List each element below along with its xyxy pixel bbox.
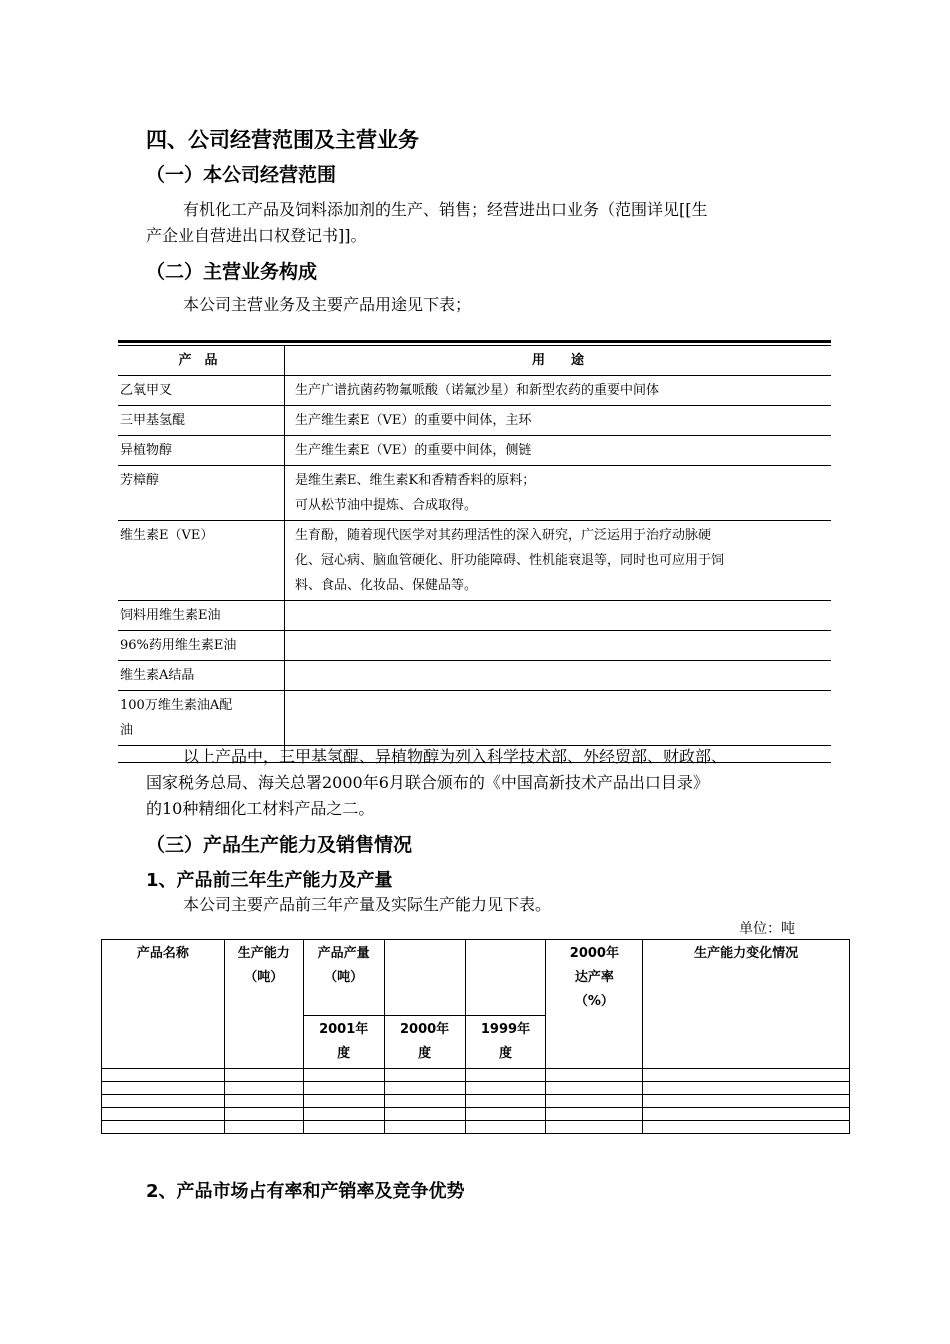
year-cell bbox=[465, 1016, 546, 1069]
year-suffix: 度 bbox=[498, 1046, 512, 1061]
sub2-intro: 本公司主营业务及主要产品用途见下表； bbox=[183, 295, 472, 314]
product-line: 100万维生素油A配 bbox=[120, 698, 233, 713]
header-product-name: 产品名称 bbox=[102, 940, 225, 1069]
cell bbox=[224, 1082, 303, 1095]
cell bbox=[643, 1121, 850, 1134]
cell bbox=[643, 1108, 850, 1121]
cell bbox=[384, 1121, 465, 1134]
cell bbox=[546, 1069, 643, 1082]
year-label: 2000年 bbox=[399, 1022, 450, 1037]
cell bbox=[643, 1082, 850, 1095]
table-row bbox=[118, 661, 831, 691]
cell bbox=[465, 1121, 546, 1134]
header-output-unit: （吨） bbox=[324, 970, 364, 985]
cell bbox=[384, 1108, 465, 1121]
header-rate-line: 达产率 bbox=[574, 970, 614, 985]
item2-heading: 2、产品市场占有率和产销率及竞争优势 bbox=[146, 1181, 465, 1202]
sub1-heading: （一）本公司经营范围 bbox=[146, 164, 337, 186]
use-cell bbox=[285, 691, 832, 746]
unit-label: 单位：吨 bbox=[739, 921, 795, 937]
table-row bbox=[118, 631, 831, 661]
header-output-line: 产品产量 bbox=[317, 946, 370, 961]
product-use-table bbox=[118, 340, 831, 763]
table-row bbox=[118, 601, 831, 631]
sub1-text-line2: 产企业自营进出口权登记书]]。 bbox=[146, 226, 367, 245]
cell bbox=[465, 1082, 546, 1095]
section-title: 四、公司经营范围及主营业务 bbox=[146, 128, 419, 152]
header-capacity-unit: （吨） bbox=[244, 970, 284, 985]
cell bbox=[102, 1108, 225, 1121]
table-row bbox=[118, 466, 831, 521]
use-line: 是维生素E、维生素K和香精香料的原料； bbox=[295, 473, 536, 488]
header-blank bbox=[384, 940, 465, 1016]
capacity-table bbox=[101, 939, 850, 1134]
use-cell bbox=[285, 521, 832, 601]
table-row bbox=[118, 406, 831, 436]
item1-heading: 1、产品前三年生产能力及产量 bbox=[146, 870, 393, 891]
cell bbox=[643, 1069, 850, 1082]
cell bbox=[384, 1069, 465, 1082]
use-cell: 生产维生素E（VE）的重要中间体，侧链 bbox=[285, 436, 832, 466]
cell bbox=[102, 1069, 225, 1082]
year-label: 1999年 bbox=[480, 1022, 531, 1037]
cell bbox=[546, 1121, 643, 1134]
cell bbox=[224, 1069, 303, 1082]
year-label: 2001年 bbox=[319, 1022, 369, 1037]
use-line: 化、冠心病、脑血管硬化、肝功能障碍、性机能衰退等，同时也可应用于饲 bbox=[295, 553, 725, 568]
cell bbox=[303, 1069, 384, 1082]
table-row bbox=[118, 436, 831, 466]
item1-intro: 本公司主要产品前三年产量及实际生产能力见下表。 bbox=[183, 895, 552, 914]
cell bbox=[546, 1082, 643, 1095]
sub2-heading: （二）主营业务构成 bbox=[146, 261, 318, 283]
header-capacity-line: 生产能力 bbox=[237, 946, 290, 961]
cell bbox=[465, 1108, 546, 1121]
product-line: 油 bbox=[120, 723, 134, 738]
product-cell: 三甲基氢醌 bbox=[118, 406, 285, 436]
cell bbox=[384, 1082, 465, 1095]
header-use: 用 途 bbox=[285, 346, 832, 376]
year-suffix: 度 bbox=[337, 1046, 351, 1061]
use-cell bbox=[285, 661, 832, 691]
product-cell: 维生素A结晶 bbox=[118, 661, 285, 691]
table-row bbox=[102, 1095, 850, 1108]
header-blank bbox=[465, 940, 546, 1016]
year-cell bbox=[384, 1016, 465, 1069]
use-line: 生育酚，随着现代医学对其药理活性的深入研究，广泛运用于治疗动脉硬 bbox=[295, 528, 712, 543]
product-cell: 饲料用维生素E油 bbox=[118, 601, 285, 631]
sub1-text-line1: 有机化工产品及饲料添加剂的生产、销售；经营进出口业务（范围详见[[生 bbox=[183, 200, 708, 219]
cell bbox=[303, 1095, 384, 1108]
header-rate bbox=[546, 940, 643, 1069]
cell bbox=[102, 1121, 225, 1134]
product-cell: 异植物醇 bbox=[118, 436, 285, 466]
cell bbox=[546, 1095, 643, 1108]
product-cell: 芳樟醇 bbox=[118, 466, 285, 521]
header-capacity bbox=[224, 940, 303, 1069]
header-rate-line: 2000年 bbox=[569, 946, 619, 961]
cell bbox=[102, 1095, 225, 1108]
table-row bbox=[102, 1069, 850, 1082]
cell bbox=[465, 1095, 546, 1108]
use-cell bbox=[285, 631, 832, 661]
year-suffix: 度 bbox=[418, 1046, 432, 1061]
use-line: 可从松节油中提炼、合成取得。 bbox=[295, 498, 478, 513]
cell bbox=[465, 1069, 546, 1082]
use-cell bbox=[285, 601, 832, 631]
cell bbox=[102, 1082, 225, 1095]
cell bbox=[303, 1082, 384, 1095]
table-row bbox=[102, 1082, 850, 1095]
header-product: 产 品 bbox=[118, 346, 285, 376]
use-cell bbox=[285, 466, 832, 521]
cell bbox=[224, 1121, 303, 1134]
product-cell bbox=[118, 691, 285, 746]
cell bbox=[546, 1108, 643, 1121]
cell bbox=[643, 1095, 850, 1108]
table-row bbox=[118, 521, 831, 601]
cell bbox=[303, 1108, 384, 1121]
product-cell: 乙氧甲叉 bbox=[118, 376, 285, 406]
note-line3: 的10种精细化工材料产品之二。 bbox=[146, 799, 375, 818]
note-line1: 以上产品中，三甲基氢醌、异植物醇为列入科学技术部、外经贸部、财政部、 bbox=[183, 747, 728, 766]
use-cell: 生产维生素E（VE）的重要中间体，主环 bbox=[285, 406, 832, 436]
header-output bbox=[303, 940, 384, 1016]
use-cell: 生产广谱抗菌药物氟哌酸（诺氟沙星）和新型农药的重要中间体 bbox=[285, 376, 832, 406]
cell bbox=[224, 1095, 303, 1108]
sub3-heading: （三）产品生产能力及销售情况 bbox=[146, 834, 413, 856]
product-cell: 维生素E（VE） bbox=[118, 521, 285, 601]
table-row bbox=[118, 691, 831, 746]
product-cell: 96%药用维生素E油 bbox=[118, 631, 285, 661]
note-line2: 国家税务总局、海关总署2000年6月联合颁布的《中国高新技术产品出口目录》 bbox=[146, 773, 709, 792]
table-header-row bbox=[102, 940, 850, 1016]
year-cell bbox=[303, 1016, 384, 1069]
use-line: 料、食品、化妆品、保健品等。 bbox=[295, 578, 478, 593]
table-row bbox=[102, 1121, 850, 1134]
header-change: 生产能力变化情况 bbox=[643, 940, 850, 1069]
cell bbox=[224, 1108, 303, 1121]
cell bbox=[384, 1095, 465, 1108]
header-rate-unit: （%） bbox=[574, 994, 614, 1009]
table-row bbox=[102, 1108, 850, 1121]
cell bbox=[303, 1121, 384, 1134]
table-header-row bbox=[118, 346, 831, 376]
table-row bbox=[118, 376, 831, 406]
